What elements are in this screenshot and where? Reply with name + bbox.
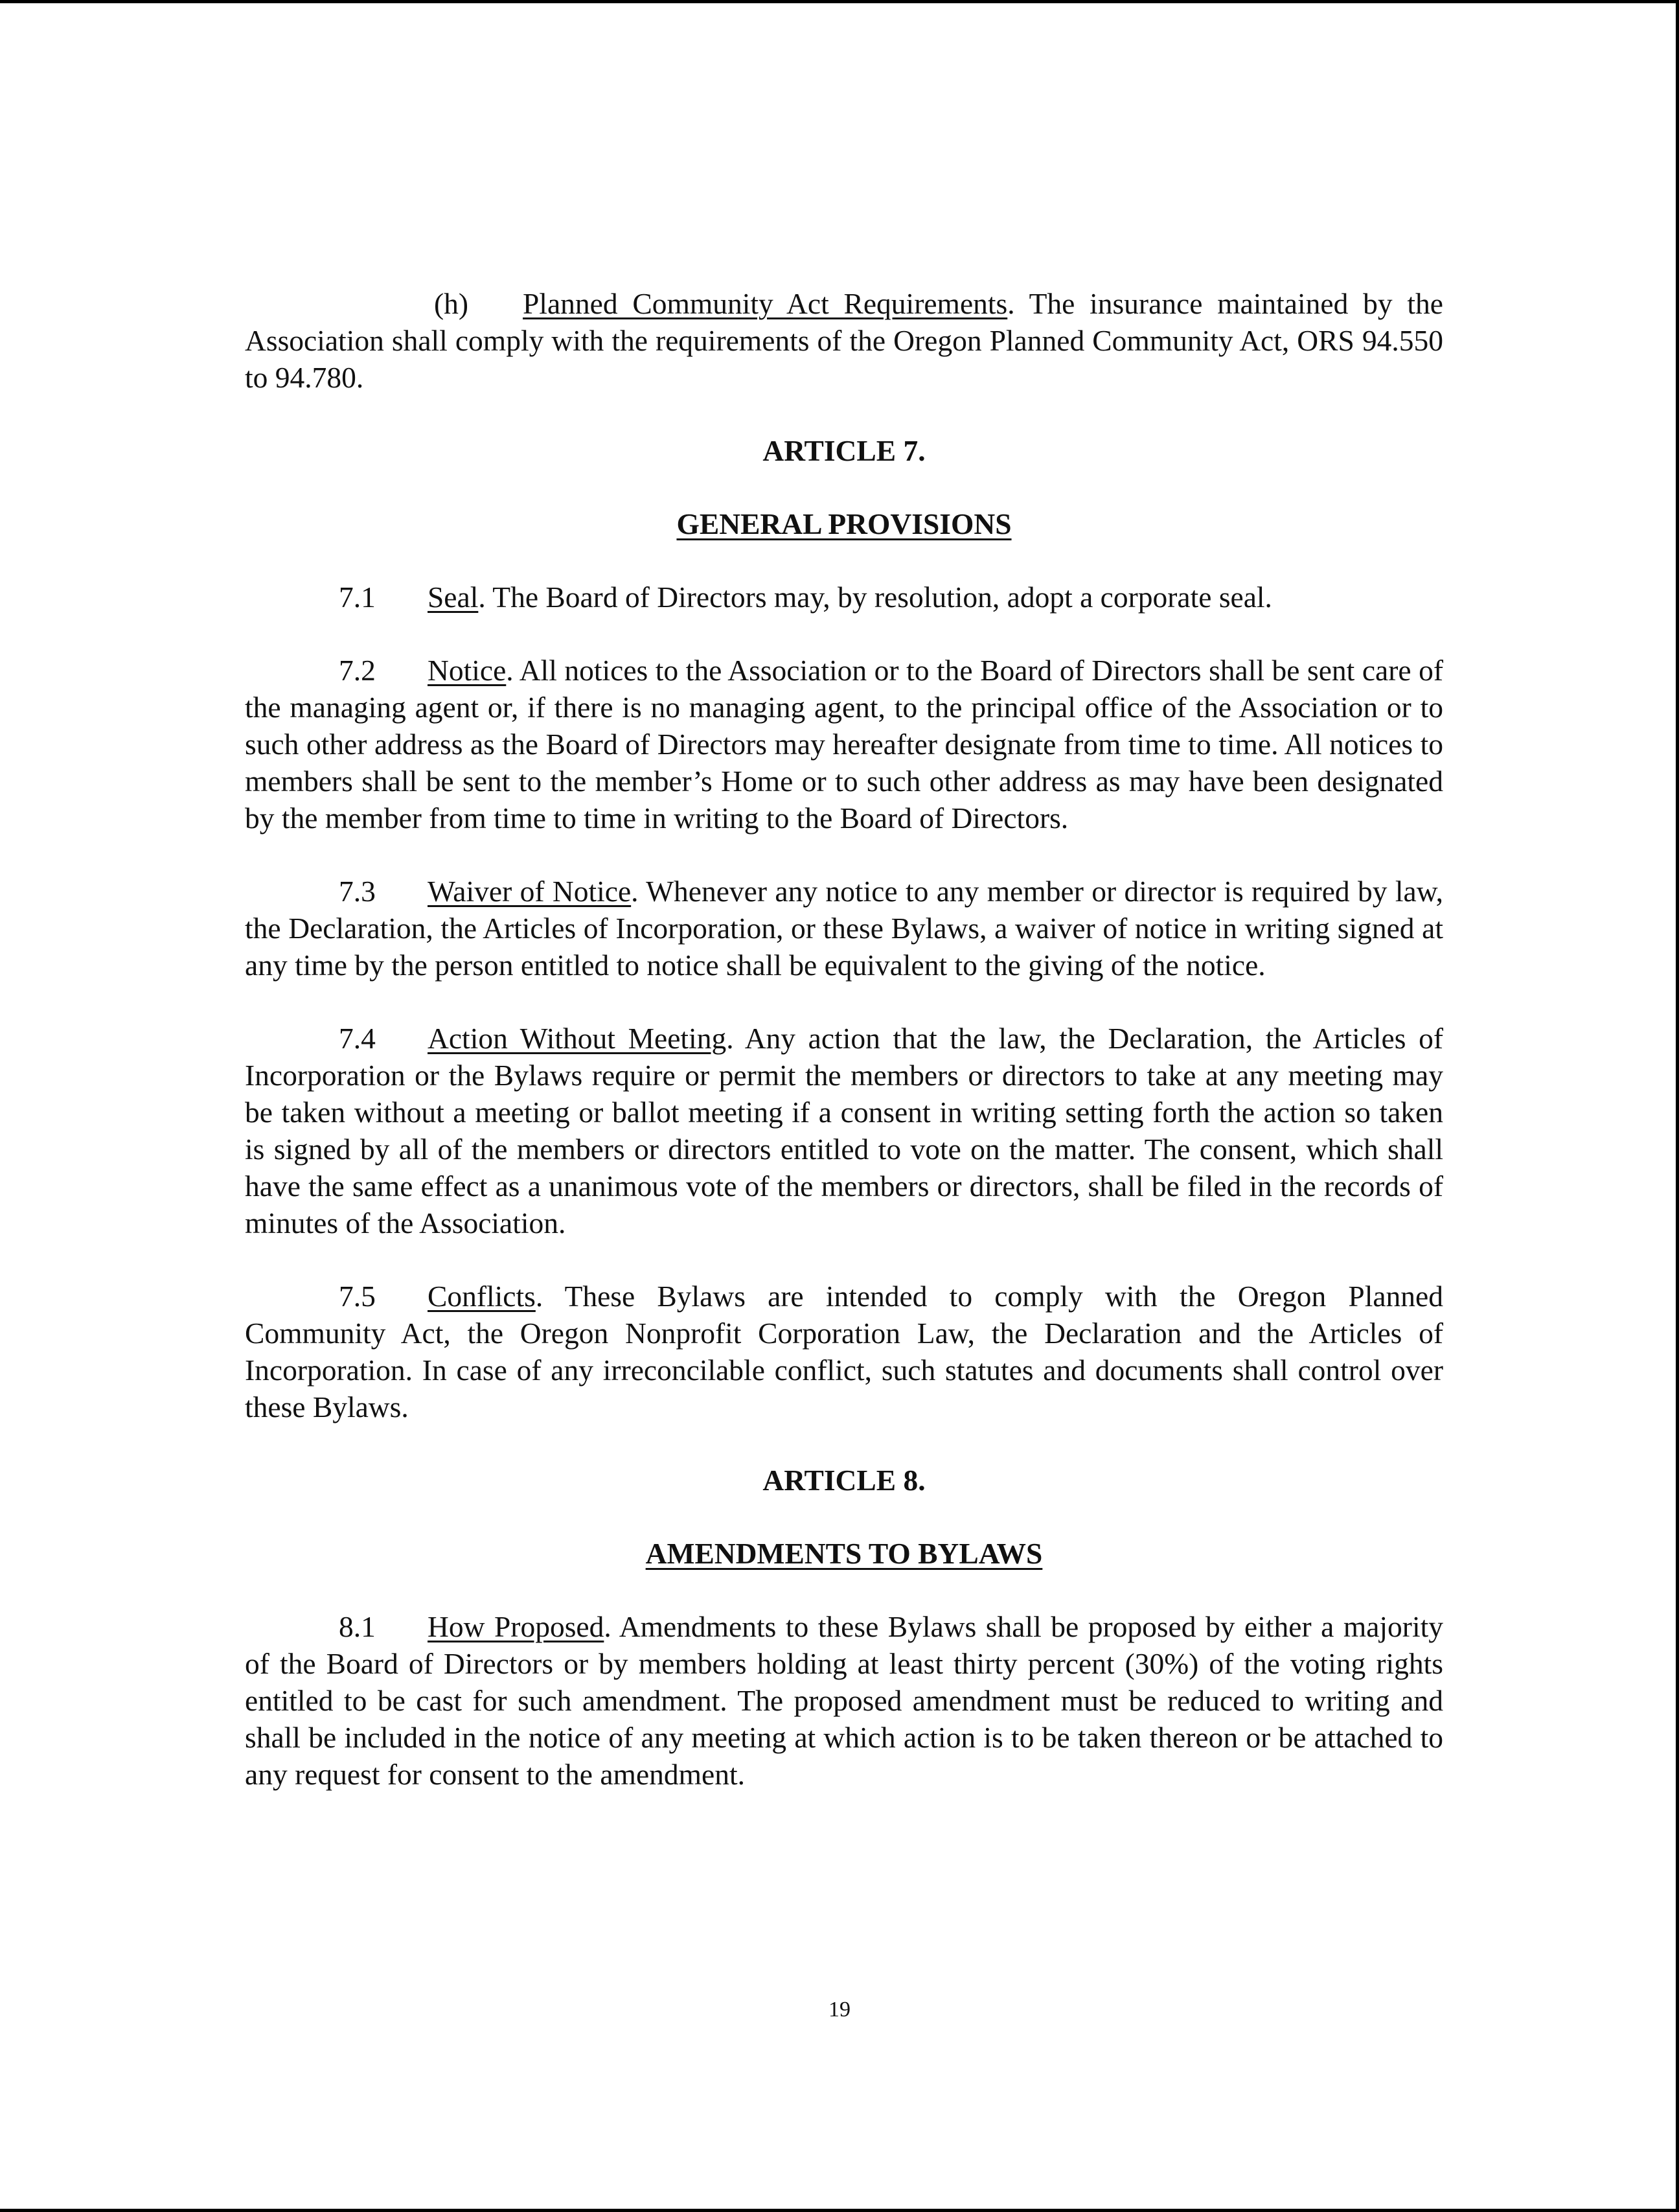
section-7-5-title: Conflicts [428, 1280, 536, 1313]
article-8-number: ARTICLE 8. [762, 1464, 926, 1497]
section-7-3 [245, 873, 1443, 984]
section-7-4-title: Action Without Meeting [428, 1022, 727, 1055]
section-7-3-title: Waiver of Notice [428, 875, 632, 908]
section-8-1-num: 8.1 [339, 1610, 376, 1643]
section-8-1 [245, 1608, 1443, 1793]
section-8-1-text: . Amendments to these Bylaws shall be proposed by either a majority of the Board of Directors or by members holding at least thirty percent (30%) of the voting rights entitled to be cast for such amendment. The proposed amendment must be reduced to writing and shall be included in the notice of any meeting at which action is to be taken thereon or be attached to any request for consent to the amendment. [245, 1610, 1443, 1791]
section-7-2-text: . All notices to the Association or to the Board of Directors shall be sent care of the managing agent or, if there is no managing agent, to the principal office of the Association or to such other address as the Board of Directors may hereafter designate from time to time. All notices to members shall be sent to the member’s Home or to such other address as may have been designated by the member from time to time in writing to the Board of Directors. [245, 654, 1443, 835]
section-h-text: . The insurance maintained by the Association shall comply with the requirements of the Oregon Planned Community Act, ORS 94.550 to 94.780. [245, 287, 1443, 394]
section-h-title: Planned Community Act Requirements [523, 287, 1008, 320]
section-7-4-num: 7.4 [339, 1022, 376, 1055]
section-7-2-title: Notice [428, 654, 507, 687]
section-h [245, 285, 1443, 396]
article-7-number: ARTICLE 7. [762, 434, 926, 467]
section-7-5-num: 7.5 [339, 1280, 376, 1313]
section-7-4 [245, 1020, 1443, 1241]
section-7-3-num: 7.3 [339, 875, 376, 908]
section-7-1-title: Seal [428, 581, 479, 614]
section-8-1-title: How Proposed [428, 1610, 604, 1643]
section-7-2 [245, 652, 1443, 836]
article-8-title: AMENDMENTS TO BYLAWS [645, 1537, 1043, 1570]
section-7-1-text: . The Board of Directors may, by resolution, adopt a corporate seal. [478, 581, 1272, 614]
section-h-label: (h) [434, 287, 469, 320]
section-7-2-num: 7.2 [339, 654, 376, 687]
section-7-5 [245, 1278, 1443, 1425]
section-7-1-num: 7.1 [339, 581, 376, 614]
page-number: 19 [828, 1998, 851, 2022]
section-7-5-text: . These Bylaws are intended to comply with the Oregon Planned Community Act, the Oregon Nonprofit Corporation Law, the Declaration and the Articles of Incorporation. In case of any irreconcilable conflict, such statutes and documents shall control over these Bylaws. [245, 1280, 1443, 1423]
section-7-3-text: . Whenever any notice to any member or director is required by law, the Declaration, the Articles of Incorporation, or these Bylaws, a waiver of notice in writing signed at any time by the person entitled to notice shall be equivalent to the giving of the notice. [245, 875, 1443, 982]
article-7-title: GENERAL PROVISIONS [676, 507, 1012, 540]
document-body [245, 285, 1443, 1793]
section-7-4-text: . Any action that the law, the Declaration, the Articles of Incorporation or the Bylaws require or permit the members or directors to take at any meeting may be taken without a meeting or ballot meeting if a consent in writing setting forth the action so taken is signed by all of the members or directors entitled to vote on the matter. The consent, which shall have the same effect as a unanimous vote of the members or directors, shall be filed in the records of minutes of the Association. [245, 1022, 1443, 1239]
section-7-1 [245, 579, 1443, 616]
